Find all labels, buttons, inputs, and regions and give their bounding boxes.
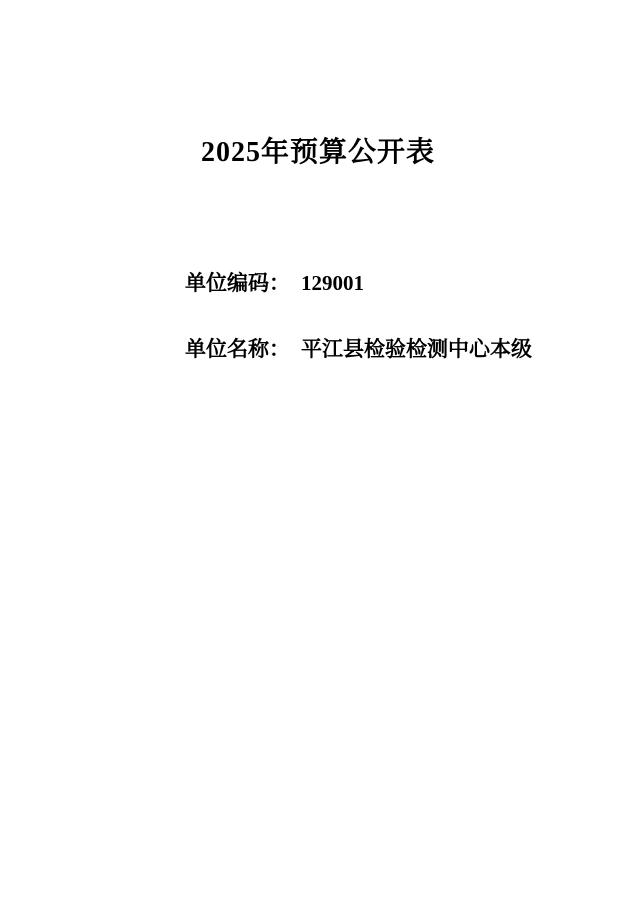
unit-name-value: 平江县检验检测中心本级 <box>301 337 532 361</box>
unit-code-row <box>185 271 364 295</box>
unit-name-label: 单位名称： <box>185 337 290 361</box>
unit-code-label: 单位编码： <box>185 271 290 295</box>
unit-name-row <box>185 337 532 361</box>
unit-code-value: 129001 <box>301 271 364 295</box>
document-title: 2025年预算公开表 <box>200 137 435 168</box>
